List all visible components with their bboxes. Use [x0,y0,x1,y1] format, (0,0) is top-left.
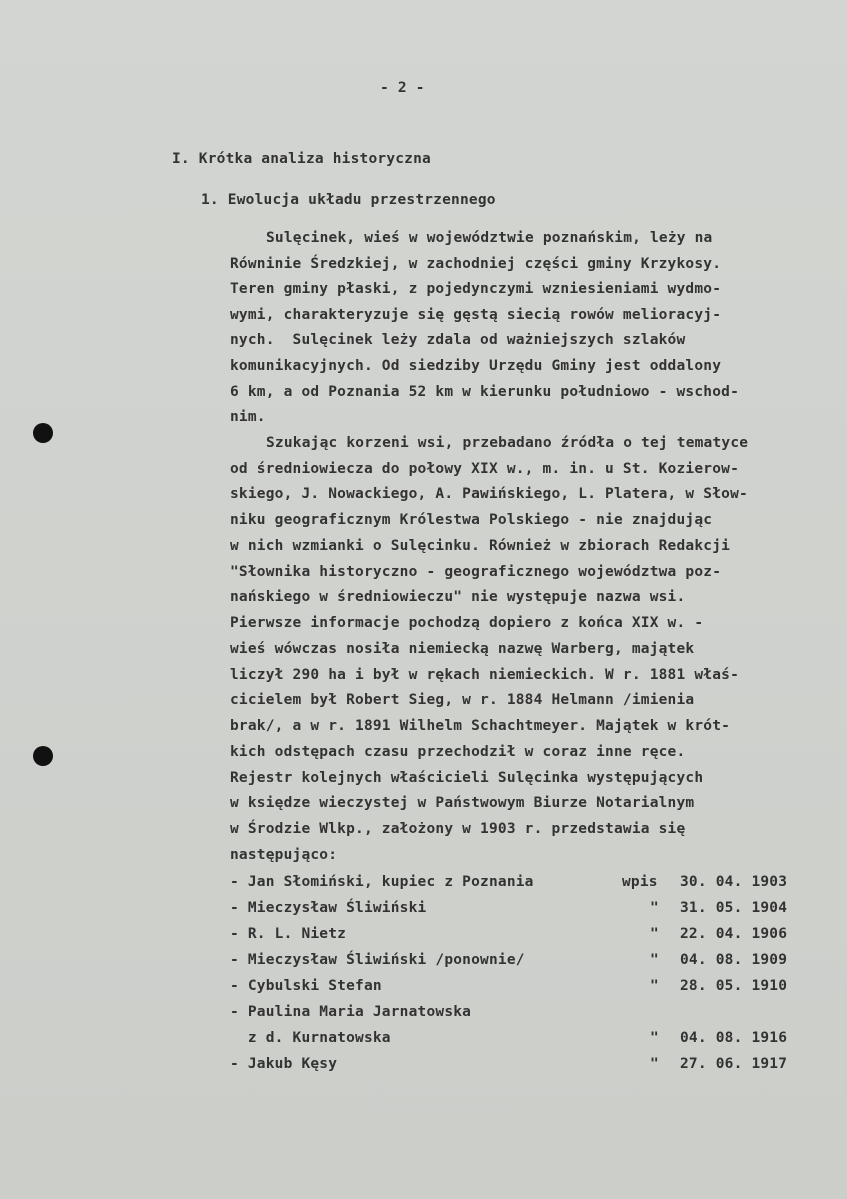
text-line: "Słownika historyczno - geograficznego województwa poz- [230,564,722,580]
section-title: I. Krótka analiza historyczna [172,151,431,167]
owner-name: - R. L. Nietz [230,926,347,942]
text-line: Sulęcinek, wieś w województwie poznańskim, leży na [266,230,713,246]
text-line: w Środzie Wlkp., założony w 1903 r. przedstawia się [230,821,686,837]
entry-date: 28. 05. 1910 [680,978,788,994]
entry-mark: wpis [622,874,658,890]
text-line: skiego, J. Nowackiego, A. Pawińskiego, L. Platera, w Słow- [230,486,748,502]
entry-mark: " [650,900,659,916]
entry-mark: " [650,1030,659,1046]
text-line: brak/, a w r. 1891 Wilhelm Schachtmeyer. Majątek w krót- [230,718,731,734]
text-line: w księdze wieczystej w Państwowym Biurze Notarialnym [230,795,695,811]
text-line: nych. Sulęcinek leży zdala od ważniejszych szlaków [230,332,686,348]
entry-mark: " [650,952,659,968]
owner-name: - Mieczysław Śliwiński /ponownie/ [230,952,525,968]
entry-mark: " [650,926,659,942]
text-line: następująco: [230,847,338,863]
owner-name: - Cybulski Stefan [230,978,382,994]
entry-date: 04. 08. 1909 [680,952,788,968]
text-line: niku geograficznym Królestwa Polskiego - nie znajdując [230,512,713,528]
text-line: 6 km, a od Poznania 52 km w kierunku południowo - wschod- [230,384,739,400]
text-line: kich odstępach czasu przechodził w coraz inne ręce. [230,744,686,760]
text-line: Rejestr kolejnych właścicieli Sulęcinka występujących [230,770,704,786]
subsection-title: 1. Ewolucja układu przestrzennego [201,192,496,208]
owner-name: z d. Kurnatowska [230,1030,391,1046]
owner-name: - Jan Słomiński, kupiec z Poznania [230,874,534,890]
entry-mark: " [650,1056,659,1072]
text-line: wieś wówczas nosiła niemiecką nazwę Warberg, majątek [230,641,695,657]
owner-name: - Mieczysław Śliwiński [230,900,427,916]
text-line: cicielem był Robert Sieg, w r. 1884 Helmann /imienia [230,692,695,708]
entry-date: 04. 08. 1916 [680,1030,788,1046]
text-line: wymi, charakteryzuje się gęstą siecią rowów melioracyj- [230,307,722,323]
text-line: Pierwsze informacje pochodzą dopiero z końca XIX w. - [230,615,704,631]
entry-date: 27. 06. 1917 [680,1056,788,1072]
text-line: w nich wzmianki o Sulęcinku. Również w zbiorach Redakcji [230,538,731,554]
text-line: Równinie Średzkiej, w zachodniej części gminy Krzykosy. [230,256,722,272]
text-line: komunikacyjnych. Od siedziby Urzędu Gminy jest oddalony [230,358,722,374]
punch-hole [33,423,53,443]
owner-name: - Paulina Maria Jarnatowska [230,1004,472,1020]
punch-hole [33,746,53,766]
text-line: nańskiego w średniowieczu" nie występuje nazwa wsi. [230,589,686,605]
entry-date: 22. 04. 1906 [680,926,788,942]
text-line: od średniowiecza do połowy XIX w., m. in. u St. Kozierow- [230,461,739,477]
text-line: Teren gminy płaski, z pojedynczymi wzniesieniami wydmo- [230,281,722,297]
page-number: - 2 - [380,80,425,96]
owner-name: - Jakub Kęsy [230,1056,338,1072]
text-line: Szukając korzeni wsi, przebadano źródła o tej tematyce [266,435,749,451]
entry-date: 31. 05. 1904 [680,900,788,916]
text-line: liczył 290 ha i był w rękach niemieckich. W r. 1881 właś- [230,667,739,683]
entry-date: 30. 04. 1903 [680,874,788,890]
text-line: nim. [230,409,266,425]
entry-mark: " [650,978,659,994]
